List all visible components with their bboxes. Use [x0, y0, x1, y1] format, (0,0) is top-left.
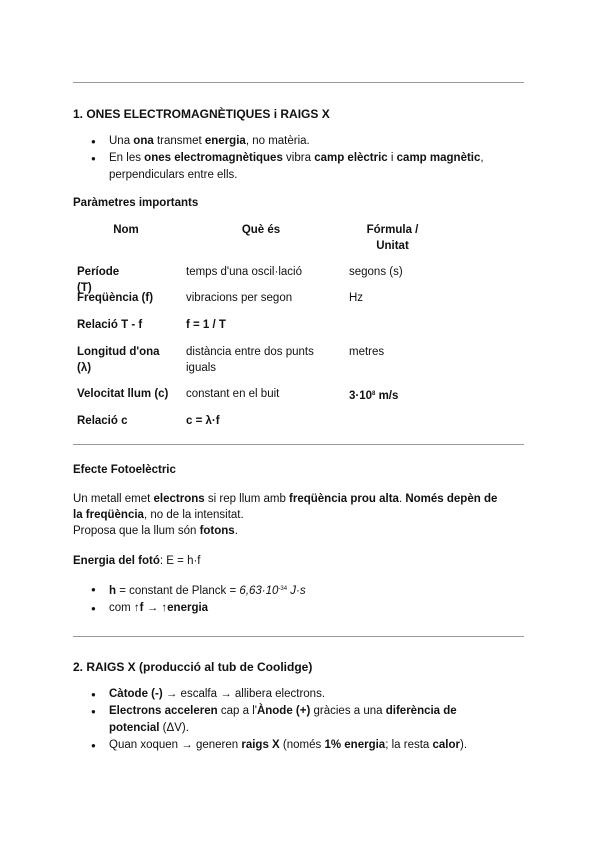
divider — [73, 444, 524, 445]
divider — [73, 82, 524, 83]
params-title: Paràmetres importants — [73, 197, 199, 209]
photoelectric-bullets — [73, 581, 533, 617]
list-item: ● Càtode (-) → escalfa → allibera electrons. — [73, 686, 533, 703]
cell-what: distància entre dos punts iguals — [186, 346, 314, 374]
cell-what: f = 1 / T — [186, 319, 226, 331]
cell-formula: $3\cdot 10^8$ m/s — [349, 390, 399, 402]
photon-energy-line: Energia del fotó: E = h·f — [73, 555, 201, 567]
list-item: ● h = constant de Planck = $6,63\cdot 10^{-34}$ J·s — [73, 581, 533, 600]
list-item: ● Quan xoquen → generen raigs X (només 1% energia; la resta calor). — [73, 737, 533, 754]
cell-name: Freqüència (f) — [77, 292, 154, 304]
cell-name: Velocitat llum (c) — [77, 388, 169, 400]
cell-what: vibracions per segon — [186, 292, 293, 304]
table-header-what: Què és — [241, 224, 281, 236]
cell-name: Relació T - f — [77, 319, 143, 331]
table-header-name: Nom — [113, 224, 139, 236]
section-1-title: 1. ONES ELECTROMAGNÈTIQUES i RAIGS X — [73, 107, 330, 121]
divider — [73, 636, 524, 637]
photoelectric-paragraph: Un metall emet electrons si rep llum amb freqüència prou alta. Només depèn de la freqüència, no de la intensitat. Proposa que la llum són fotons. — [73, 493, 498, 537]
list-item: ● com ↑f → ↑energia — [73, 600, 533, 617]
cell-name: Relació c — [77, 415, 128, 427]
section-1-bullets — [73, 133, 533, 184]
cell-formula: segons (s) — [349, 266, 403, 278]
photoelectric-title: Efecte Fotoelèctric — [73, 464, 176, 476]
section-2-title: 2. RAIGS X (producció al tub de Coolidge) — [73, 660, 313, 674]
cell-what: temps d'una oscil·lació — [186, 266, 302, 278]
cell-what: constant en el buit — [186, 388, 280, 400]
section-2-bullets — [73, 686, 533, 754]
list-item: ● Una ona transmet energia, no matèria. — [73, 133, 533, 150]
cell-name: Longitud d'ona (λ) — [77, 346, 160, 374]
table-header-formula: Fórmula / Unitat — [366, 224, 419, 252]
cell-what: c = λ·f — [186, 415, 220, 427]
cell-formula: Hz — [349, 292, 364, 304]
cell-formula: metres — [349, 346, 385, 358]
list-item: ● Electrons acceleren cap a l'Ànode (+) gràcies a una diferència de potencial (ΔV). — [73, 703, 533, 737]
cell-name: Període (T) — [77, 266, 120, 294]
list-item: ● En les ones electromagnètiques vibra camp elèctric i camp magnètic, perpendiculars entre ells. — [73, 150, 533, 184]
